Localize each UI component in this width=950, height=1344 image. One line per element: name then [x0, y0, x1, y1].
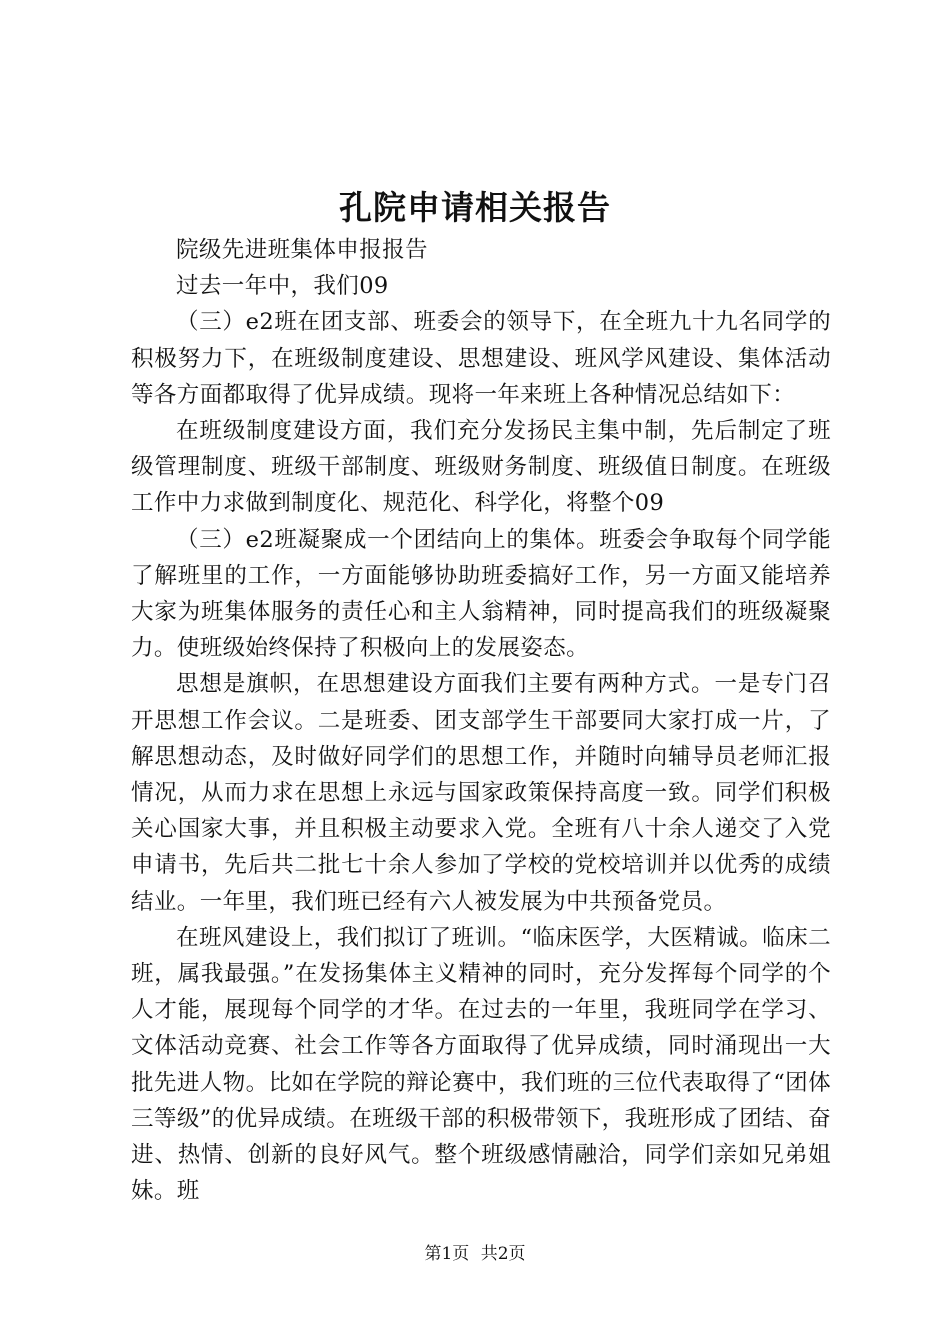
- paragraph-overview: （三）e2班在团支部、班委会的领导下，在全班九十九名同学的积极努力下，在班级制度建设、思想建设、班风学风建设、集体活动等各方面都取得了优异成绩。现将一年来班上各种情况总结如下：: [131, 309, 831, 408]
- document-title: 孔院申请相关报告: [339, 188, 611, 227]
- page-total: 共2页: [480, 1244, 526, 1264]
- page-footer: [0, 1242, 950, 1266]
- page-number: 第1页: [424, 1244, 470, 1264]
- document-body: [131, 232, 831, 1209]
- paragraph-ideology: 思想是旗帜，在思想建设方面我们主要有两种方式。一是专门召开思想工作会议。二是班委、团支部学生干部要同大家打成一片，了解思想动态，及时做好同学们的思想工作，并随时向辅导员老师汇报情况，从而力求在思想上永远与国家政策保持高度一致。同学们积极关心国家大事，并且积极主动要求入党。全班有八十余人递交了入党申请书，先后共二批七十余人参加了学校的党校培训并以优秀的成绩结业。一年里，我们班已经有六人被发展为中共预备党员。: [131, 671, 831, 915]
- paragraph-system-building: 在班级制度建设方面，我们充分发扬民主集中制，先后制定了班级管理制度、班级干部制度、班级财务制度、班级值日制度。在班级工作中力求做到制度化、规范化、科学化，将整个09: [131, 418, 831, 517]
- paragraph-cohesion: （三）e2班凝聚成一个团结向上的集体。班委会争取每个同学能了解班里的工作，一方面能够协助班委搞好工作，另一方面又能培养大家为班集体服务的责任心和主人翁精神，同时提高我们的班级凝聚力。使班级始终保持了积极向上的发展姿态。: [131, 526, 831, 662]
- paragraph-subtitle: 院级先进班集体申报报告: [176, 237, 428, 263]
- paragraph-intro: 过去一年中，我们09: [176, 273, 389, 300]
- paragraph-class-style: 在班风建设上，我们拟订了班训。“临床医学，大医精诚。临床二班，属我最强。”在发扬集体主义精神的同时，充分发挥每个同学的个人才能，展现每个同学的才华。在过去的一年里，我班同学在学习、文体活动竞赛、社会工作等各方面取得了优异成绩，同时涌现出一大批先进人物。比如在学院的辩论赛中，我们班的三位代表取得了“团体三等级”的优异成绩。在班级干部的积极带领下，我班形成了团结、奋进、热情、创新的良好风气。整个班级感情融洽，同学们亲如兄弟姐妹。班: [131, 924, 831, 1205]
